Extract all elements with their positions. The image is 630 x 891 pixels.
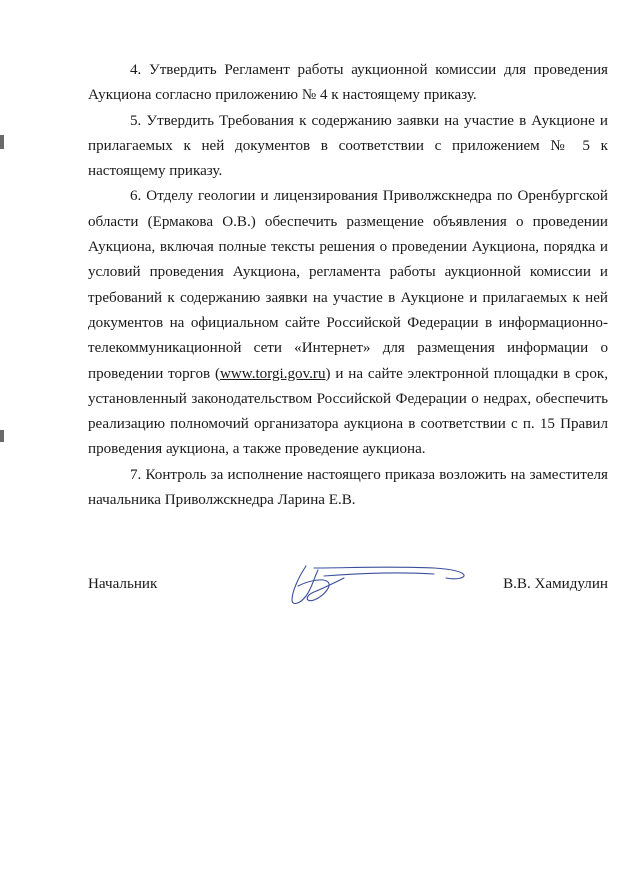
paragraph-6-text-before-link: 6. Отделу геологии и лицензирования Приволжскнедра по Оренбургской области (Ермакова О.В.) обеспечить размещение объявления о проведении Аукциона, включая полные тексты решения о проведении Аукциона, порядка и условий проведения Аукциона, регламента работы аукционной комиссии и требований к содержанию заявки на участие в Аукционе и прилагаемых к ней документов на официальном сайте Российской Федерации в информационно-телекоммуникационной сети «Интернет» для размещения информации о проведении торгов ( bbox=[88, 188, 608, 382]
signatory-title: Начальник bbox=[88, 576, 158, 592]
paragraph-6-text-after-link: ) и на сайте электронной площадки в срок, установленный законодательством Российской Федерации о недрах, обеспечить реализацию полномочий организатора аукциона в соответствии с п. 15 Правил проведения аукциона, а также проведение аукциона. bbox=[88, 365, 608, 458]
paragraph-4: 4. Утвердить Регламент работы аукционной комиссии для проведения Аукциона согласно приложению № 4 к настоящему приказу. bbox=[88, 62, 608, 104]
scan-edge-mark-bottom bbox=[0, 430, 4, 442]
scan-edge-mark-top bbox=[0, 135, 4, 149]
paragraph-5: 5. Утвердить Требования к содержанию заявки на участие в Аукционе и прилагаемых к ней документов в соответствии с приложением № 5 к настоящему приказу. bbox=[88, 112, 608, 180]
paragraph-7: 7. Контроль за исполнение настоящего приказа возложить на заместителя начальника Приволжскнедра Ларина Е.В. bbox=[88, 466, 608, 509]
torgi-link[interactable]: www.torgi.gov.ru bbox=[220, 365, 326, 382]
signatory-name: В.В. Хамидулин bbox=[503, 576, 608, 592]
handwritten-signature bbox=[284, 556, 474, 608]
document-body bbox=[88, 58, 608, 513]
paragraph-6 bbox=[88, 184, 608, 462]
